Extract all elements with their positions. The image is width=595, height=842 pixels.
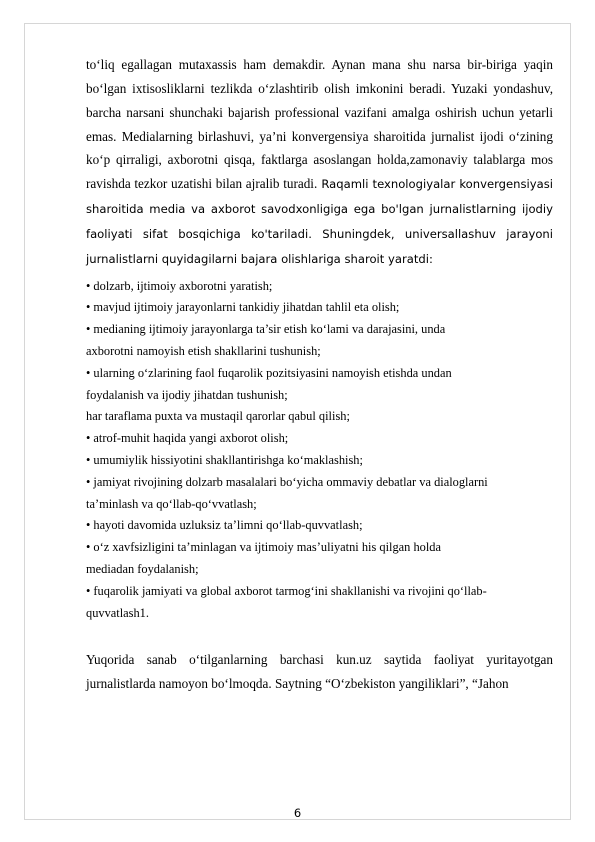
list-line: • jamiyat rivojining dolzarb masalalari bo‘yicha ommaviy debatlar va dialoglarni [86, 474, 488, 489]
list-line: foydalanish va ijodiy jihatdan tushunish; [86, 387, 288, 402]
list-line: • o‘z xavfsizligini ta’minlagan va ijtimoiy mas’uliyatni his qilgan holda [86, 540, 441, 555]
body-paragraph-2: Yuqorida sanab o‘tilganlarning barchasi kun.uz saytida faoliyat yuritayotgan jurnalistlarda namoyon bo‘lmoqda. Saytning “O‘zbekiston yangiliklari”, “Jahon [86, 652, 553, 692]
list-line: • ularning o‘zlarining faol fuqarolik pozitsiyasini namoyish etishda undan [86, 365, 452, 380]
list-line: • medianing ijtimoiy jarayonlarga ta’sir etish ko‘lami va darajasini, unda [86, 322, 446, 337]
paragraph-serif-text: to‘liq egallagan mutaxassis ham demakdir. Aynan mana shu narsa bir-biriga yaqin bo‘lgan ixtisosliklarni tezlikda o‘zlashtirib olish imkonini beradi. Yuzaki yondashuv, barcha narsani shunchaki bajarish professional vazifani amalga oshirish uchun yetarli emas. Medialarning birlashuvi, ya’ni konvergensiya sharoitida jurnalist ijodi o‘zining ko‘p qirraligi, axborotni qisqa, faktlarga asoslangan holda,zamonaviy talablarga mos ravishda tezkor uzatishi bilan ajralib turadi. [86, 57, 553, 192]
list-line: har taraflama puxta va mustaqil qarorlar qabul qilish; [86, 409, 350, 424]
list-line: axborotni namoyish etish shakllarini tushunish; [86, 343, 321, 358]
list-line: quvvatlash1. [86, 605, 149, 620]
page-content [86, 53, 553, 696]
list-line: • umumiylik hissiyotini shakllantirishga ko‘maklashish; [86, 452, 363, 467]
list-line: • dolzarb, ijtimoiy axborotni yaratish; [86, 278, 273, 293]
list-line: ta’minlash va qo‘llab-qo‘vvatlash; [86, 496, 257, 511]
list-line: • atrof-muhit haqida yangi axborot olish; [86, 431, 289, 446]
paragraph-sans-text: Raqamli texnologiyalar konvergensiyasi sharoitida media va axborot savodxonligiga ega bo'lgan jurnalistlarning ijodiy faoliyati sifat bosqichiga ko'tariladi. Shuningdek, universallashuv jarayoni jurnalistlarni quyidagilarni bajara olishlariga sharoit yaratdi: [86, 177, 553, 266]
list-line: mediadan foydalanish; [86, 561, 199, 576]
list-line: • fuqarolik jamiyati va global axborot tarmog‘ini shakllanishi va rivojini qo‘llab- [86, 583, 487, 598]
page-number: 6 [293, 806, 302, 820]
bullet-list [86, 276, 553, 625]
list-line: • mavjud ijtimoiy jarayonlarni tankidiy jihatdan tahlil eta olish; [86, 300, 400, 315]
list-line: • hayoti davomida uzluksiz ta’limni qo‘llab-quvvatlash; [86, 518, 363, 533]
body-paragraph-1 [86, 53, 553, 272]
